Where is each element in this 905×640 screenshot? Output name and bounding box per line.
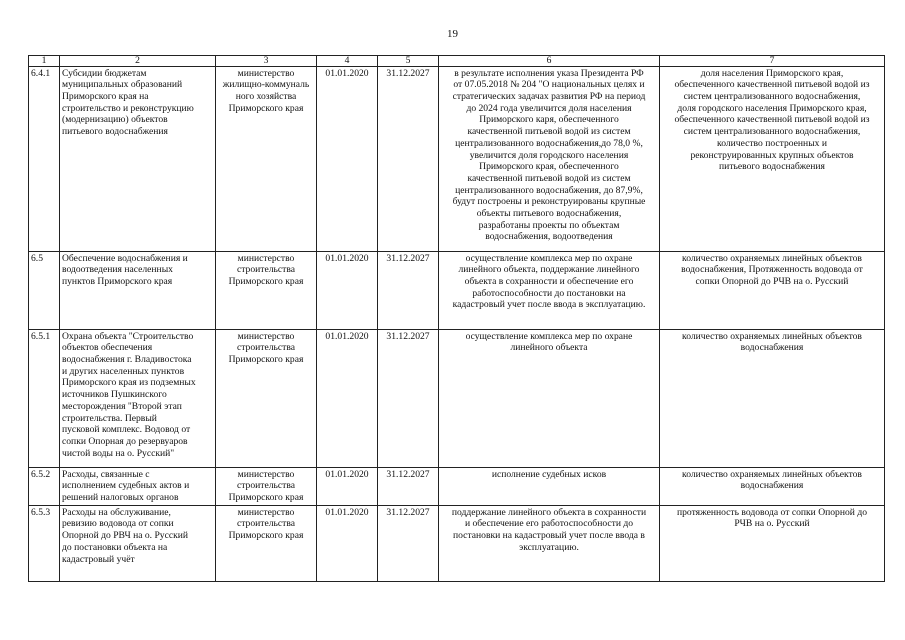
expected-result-cell [439, 467, 660, 505]
start-date: 01.01.2020 [325, 330, 369, 342]
measure-number-cell [29, 505, 60, 581]
target-indicator-cell [660, 251, 885, 329]
end-date-cell [378, 467, 439, 505]
column-header: 1 [29, 56, 60, 67]
target-indicator-cell [660, 66, 885, 251]
measure-name-cell [60, 66, 216, 251]
measure-name: Субсидии бюджетам муниципальных образований Приморского края на строительство и реконструкцию (модернизацию) объектов питьевого водоснабжения [62, 67, 194, 138]
target-indicator-cell [660, 505, 885, 581]
start-date-cell [317, 505, 378, 581]
column-header: 5 [378, 56, 439, 67]
measure-name: Расходы на обслуживание, ревизию водовода от сопки Опорной до РВЧ на о. Русский до постановки объекта на кадастровый учёт [62, 506, 189, 565]
column-header: 2 [60, 56, 216, 67]
responsible-executor: министерство жилищно-коммуналь ного хозяйства Приморского края [222, 67, 310, 114]
measure-name: Обеспечение водоснабжения и водоотведения населенных пунктов Приморского края [62, 252, 188, 287]
target-indicator: количество охраняемых линейных объектов водоснабжения, Протяженность водовода от сопки Опорной до РЧВ на о. Русский [681, 252, 863, 287]
responsible-executor-cell [216, 66, 317, 251]
responsible-executor: министерство строительства Приморского края [228, 330, 304, 365]
target-indicator: количество охраняемых линейных объектов водоснабжения [682, 468, 862, 492]
responsible-executor: министерство строительства Приморского края [228, 252, 304, 287]
measure-number: 6.5.3 [31, 506, 51, 518]
end-date-cell [378, 251, 439, 329]
target-indicator: протяженность водовода от сопки Опорной до РЧВ на о. Русский [677, 506, 867, 530]
responsible-executor-cell [216, 251, 317, 329]
start-date-cell [317, 251, 378, 329]
expected-result: осуществление комплекса мер по охране линейного объекта, поддержание линейного объекта в сохранности и обеспечение его работоспособности до постановки на кадастровый учет после ввода в эксплуатацию. [452, 252, 646, 311]
table-row [29, 66, 885, 251]
table-row [29, 505, 885, 581]
measure-number: 6.5 [31, 252, 43, 264]
expected-result: в результате исполнения указа Президента РФ от 07.05.2018 № 204 "О национальных целях и стратегических задачах развития РФ на период до 2024 года увеличится доля населения Приморского каря, обеспеченного качественной питьевой водой из систем централизованного водоснабжения,до 78,0 %, увеличится доля городского населения Приморского края, обеспеченного качественной питьевой водой из систем централизованного водоснабжения, до 87,9%, будут построены и реконструированы крупные объекты питьевого водоснабжения, разработаны проекты по объектам водоснабжения, водоотведения [452, 67, 646, 243]
end-date-cell [378, 66, 439, 251]
target-indicator-cell [660, 329, 885, 467]
measure-number-cell [29, 467, 60, 505]
table-row [29, 467, 885, 505]
start-date: 01.01.2020 [325, 506, 369, 518]
responsible-executor: министерство строительства Приморского края [228, 468, 304, 503]
end-date: 31.12.2027 [386, 67, 430, 79]
target-indicator: доля населения Приморского края, обеспеченного качественной питьевой водой из систем централизованного водоснабжения, доля городского населения Приморского края, обеспеченного качественной питьевой водой из систем централизованного водоснабжения, количество построенных и реконструированных крупных объектов питьевого водоснабжения [674, 67, 870, 173]
measure-name-cell [60, 251, 216, 329]
start-date: 01.01.2020 [325, 468, 369, 480]
column-number-row [29, 56, 885, 67]
column-header: 6 [439, 56, 660, 67]
table-row [29, 251, 885, 329]
end-date: 31.12.2027 [386, 252, 430, 264]
measure-name: Расходы, связанные с исполнением судебных актов и решений налоговых органов [62, 468, 190, 503]
column-header: 7 [660, 56, 885, 67]
column-header: 4 [317, 56, 378, 67]
measure-number-cell [29, 66, 60, 251]
start-date-cell [317, 329, 378, 467]
measure-number: 6.5.1 [31, 330, 51, 342]
start-date: 01.01.2020 [325, 252, 369, 264]
target-indicator-cell [660, 467, 885, 505]
measure-name-cell [60, 467, 216, 505]
responsible-executor: министерство строительства Приморского края [228, 506, 304, 542]
table-row [29, 329, 885, 467]
measure-name-cell [60, 329, 216, 467]
responsible-executor-cell [216, 467, 317, 505]
end-date: 31.12.2027 [386, 468, 430, 480]
start-date-cell [317, 66, 378, 251]
responsible-executor-cell [216, 505, 317, 581]
start-date-cell [317, 467, 378, 505]
column-header: 3 [216, 56, 317, 67]
measure-name-cell [60, 505, 216, 581]
page-number: 19 [447, 28, 458, 40]
target-indicator: количество охраняемых линейных объектов водоснабжения [682, 330, 862, 354]
expected-result: осуществление комплекса мер по охране линейного объекта [465, 330, 633, 354]
measure-number: 6.5.2 [31, 468, 51, 480]
end-date: 31.12.2027 [386, 330, 430, 342]
expected-result: поддержание линейного объекта в сохранности и обеспечение его работоспособности до постановки на кадастровый учет после ввода в эксплуатацию. [451, 506, 647, 553]
responsible-executor-cell [216, 329, 317, 467]
measure-number-cell [29, 329, 60, 467]
expected-result-cell [439, 251, 660, 329]
end-date: 31.12.2027 [386, 506, 430, 518]
measure-number-cell [29, 251, 60, 329]
expected-result: исполнение судебных исков [491, 468, 607, 480]
expected-result-cell [439, 66, 660, 251]
start-date: 01.01.2020 [325, 67, 369, 79]
measure-name: Охрана объекта "Строительство объектов обеспечения водоснабжения г. Владивостока и других населенных пунктов Приморского края из подземных источников Пушкинского месторождения "Второй этап строительства. Первый пусковой комплекс. Водовод от сопки Опорная до резервуаров чистой воды на о. Русский" [62, 330, 196, 459]
end-date-cell [378, 505, 439, 581]
measures-table [28, 55, 885, 582]
measure-number: 6.4.1 [31, 67, 51, 79]
expected-result-cell [439, 505, 660, 581]
expected-result-cell [439, 329, 660, 467]
end-date-cell [378, 329, 439, 467]
